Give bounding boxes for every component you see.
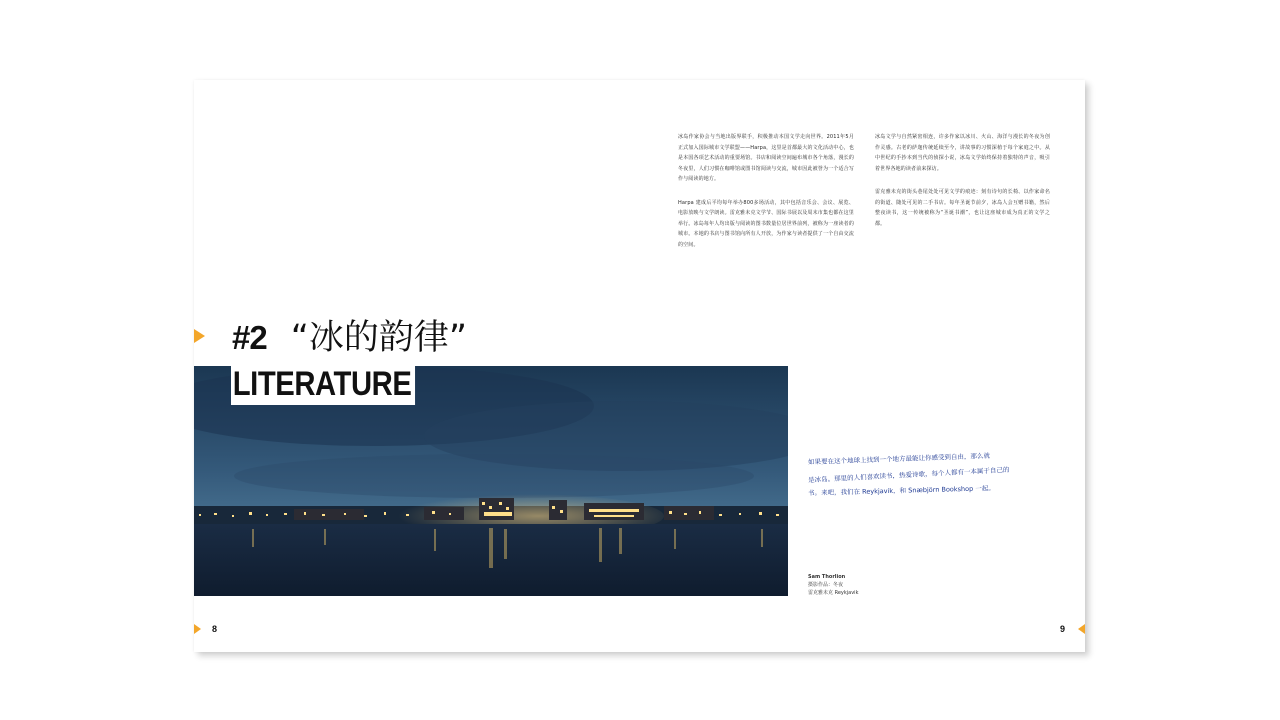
- handwritten-line: 书。来吧，我们在 Reykjavik，和 Snæbjörn Bookshop 一起。: [807, 484, 995, 498]
- orange-triangle-page-marker-icon: [194, 624, 201, 634]
- handwritten-line: 是冰岛。那里的人们喜欢读书，热爱诗歌，每个人都有一本属于自己的: [807, 465, 1010, 485]
- handwritten-line: 如果要在这个地球上找到一个地方最能让你感受到自由，那么就: [807, 451, 991, 467]
- photo-credit: [808, 573, 858, 597]
- paragraph: 雷克雅未克的街头巷尾处处可见文学的痕迹：刻有诗句的长椅、以作家命名的街道、随处可见的二手书店。每年圣诞节前夕，冰岛人会互赠书籍，然后整夜读书，这一传统被称为“圣诞书潮”，也让这座城市成为真正的文学之都。: [875, 189, 1050, 227]
- page-number-right: 9: [1060, 624, 1066, 634]
- section-number: #2: [232, 319, 267, 356]
- paragraph: 冰岛文学与自然紧密相连，许多作家以冰川、火山、海洋与漫长的冬夜为创作灵感。古老的萨迦传统延续至今，讲故事的习惯深植于每个家庭之中。从中世纪的手抄本到当代的侦探小说，冰岛文学始终保持着独特的声音，吸引着世界各地的读者前来探访。: [875, 134, 1050, 172]
- section-heading: [232, 316, 467, 360]
- page-number-left: 8: [212, 624, 218, 634]
- magazine-spread: [194, 80, 1085, 652]
- orange-triangle-marker-icon: [194, 329, 205, 343]
- literature-label: LITERATURE: [231, 363, 415, 405]
- body-column-1: [678, 132, 854, 263]
- photographer-name: Sam Thorlion: [808, 574, 846, 580]
- credit-line: 摄影作品：冬夜: [808, 582, 844, 588]
- body-column-2: [875, 132, 1050, 242]
- paragraph: Harpa 建成后平均每年举办800多场活动，其中包括音乐会、会议、展览、电影放映与文学朗读。雷克雅未克文学节、国际书展以及周末市集也都在这里举行。冰岛每年人均出版与阅读的图书数量位居世界前列，被称为一座读者的城市。本地的书店与图书馆向所有人开放，为作家与读者提供了一个自由交流的空间。: [678, 199, 854, 248]
- paragraph: 冰岛作家协会与当地出版界联手，积极推动本国文学走向世界。2011年5月正式加入国际城市文学联盟——Harpa，这里是首都最大的文化活动中心，也是本国各项艺术活动的重要场馆。书店和阅读空间遍布城市各个角落，漫长的冬夜里，人们习惯在咖啡馆或图书馆阅读与交流，城市因此被誉为一个适合写作与阅读的地方。: [678, 134, 854, 182]
- credit-line: 雷克雅未克 Reykjavik: [808, 590, 859, 596]
- handwritten-note: [808, 450, 1048, 498]
- orange-triangle-page-marker-icon: [1078, 624, 1085, 634]
- section-title: “冰的韵律”: [290, 318, 467, 358]
